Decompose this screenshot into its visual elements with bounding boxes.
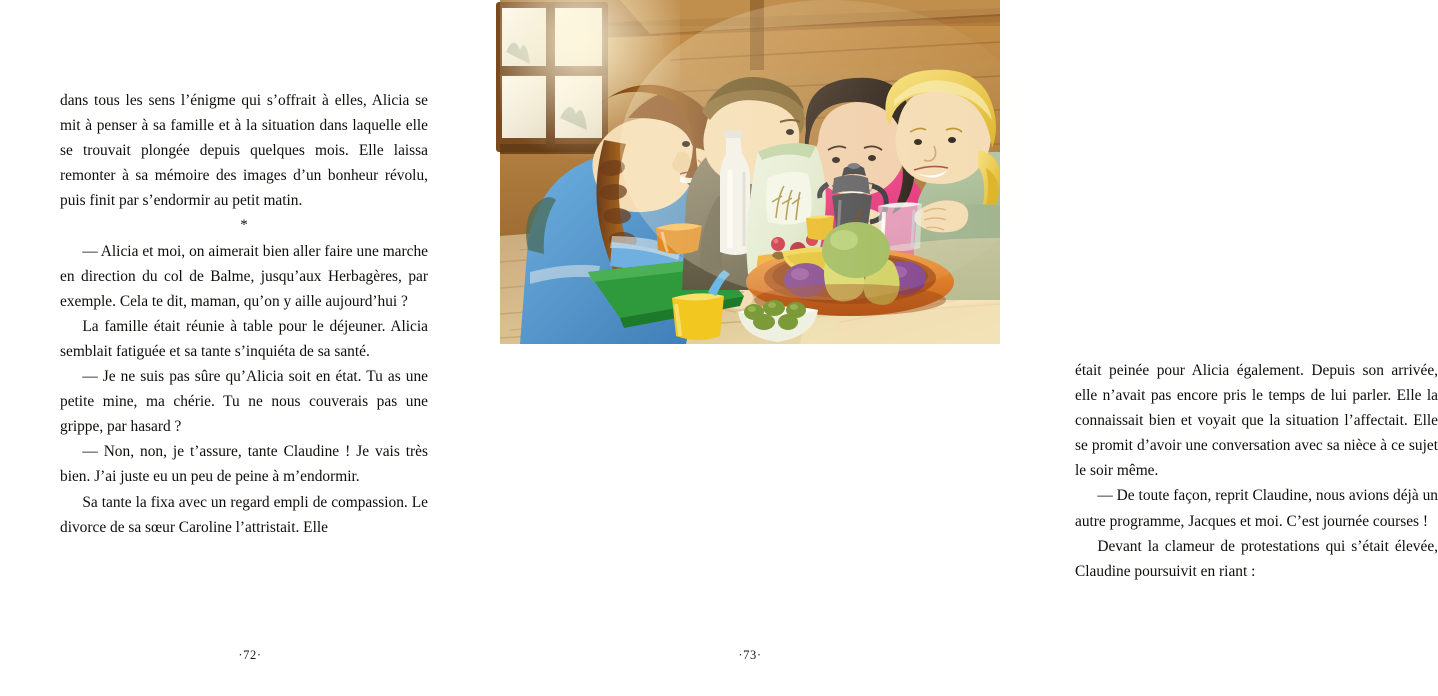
paragraph: — De toute façon, reprit Claudine, nous avions déjà un autre programme, Jacques et moi. C’est journée courses ! (1075, 487, 1438, 530)
paragraph: — Alicia et moi, on aimerait bien aller faire une marche en direction du col de Balme, jusqu’aux Herbagères, par exemple. Cela te dit, maman, qu’on y aille aujourd’hui ? (60, 242, 428, 310)
page-number-left: ·72· (238, 648, 262, 662)
right-page-text-column (1075, 358, 1438, 584)
page-number-right: ·73· (738, 648, 762, 662)
section-separator: * (240, 217, 248, 234)
paragraph: — Je ne suis pas sûre qu’Alicia soit en état. Tu as une petite mine, ma chérie. Tu ne nous couverais pas une grippe, par hasard ? (60, 368, 428, 436)
paragraph: La famille était réunie à table pour le déjeuner. Alicia semblait fatiguée et sa tante s’inquiéta de sa santé. (60, 317, 428, 360)
paragraph: Devant la clameur de protestations qui s’était élevée, Claudine poursuivit en riant : (1075, 537, 1438, 580)
paragraph: Sa tante la fixa avec un regard empli de compassion. Le divorce de sa sœur Caroline l’attristait. Elle (60, 493, 428, 536)
paragraph: — Non, non, je t’assure, tante Claudine ! Je vais très bien. J’ai juste eu un peu de peine à m’endormir. (60, 443, 428, 486)
paragraph: était peinée pour Alicia également. Depuis son arrivée, elle n’avait pas encore pris le temps de lui parler. Elle la connaissait bien et voyait que la situation l’affectait. Elle se promit d’avoir une conversation avec sa nièce à ce sujet le soir même. (1075, 362, 1438, 480)
chapter-illustration (500, 0, 1000, 344)
paragraph: dans tous les sens l’énigme qui s’offrait à elles, Alicia se mit à penser à sa famille et à la situation dans laquelle elle se trouvait plongée depuis quelques mois. Elle laissa remonter à sa mémoire des images d’un bonheur révolu, puis finit par s’endormir au petit matin. (60, 92, 428, 210)
page-left (0, 0, 500, 696)
left-page-text-column (60, 88, 428, 540)
illustration-artwork (500, 0, 1000, 344)
